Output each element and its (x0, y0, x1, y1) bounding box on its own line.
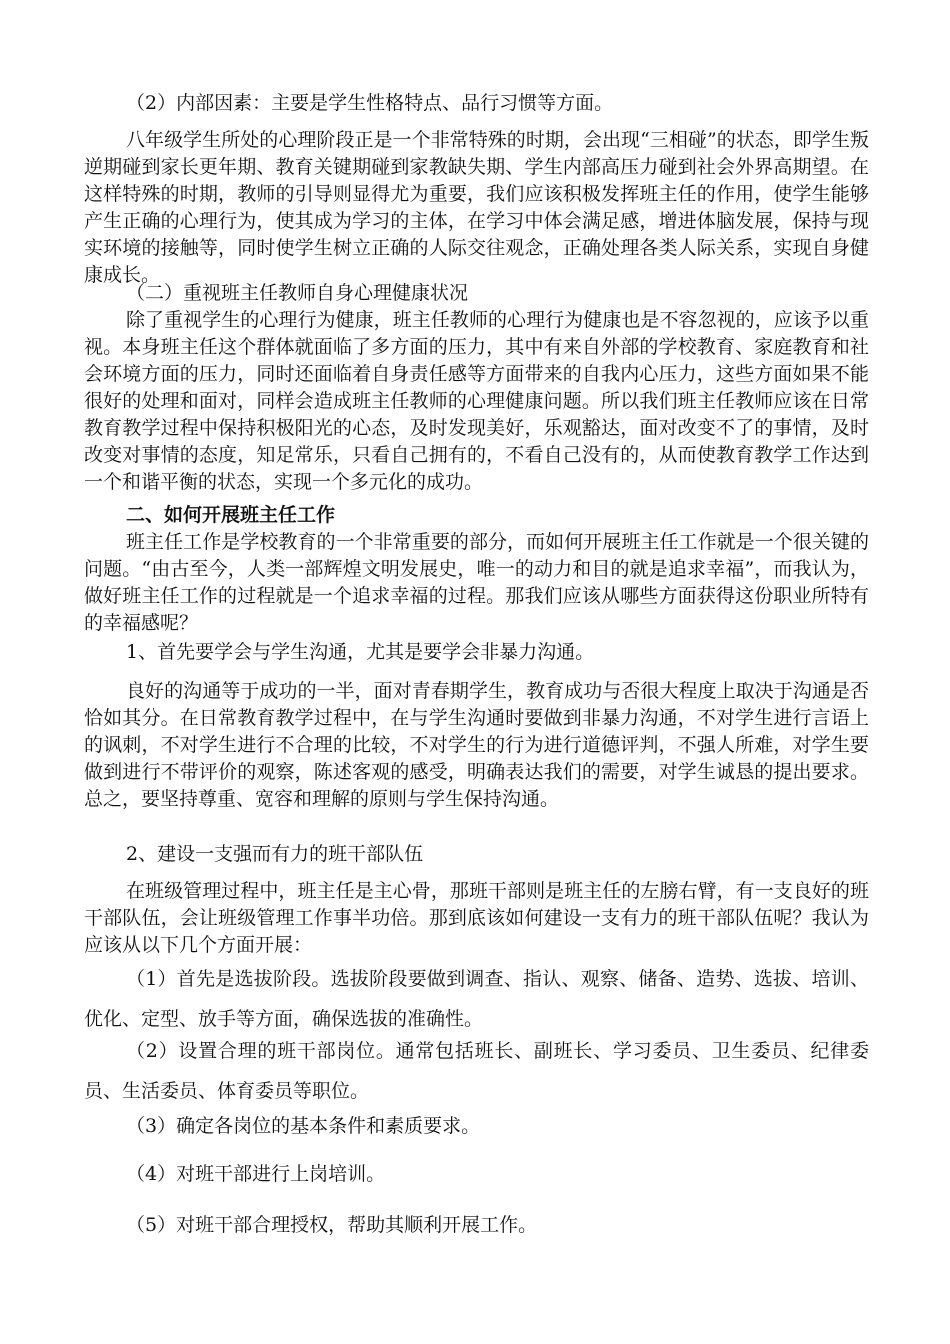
list-item-training: （4）对班干部进行上岗培训。 (126, 1163, 386, 1185)
list-item-selection-stage: （1）首先是选拔阶段。选拔阶段要做到调查、指认、观察、储备、造势、选拔、培训、优化、定型、放手等方面，确保选拔的准确性。 (84, 968, 869, 1030)
paragraph-class-cadres: 在班级管理过程中，班主任是主心骨，那班干部则是班主任的左膀右臂，有一支良好的班干部队伍，会让班级管理工作事半功倍。那到底该如何建设一支有力的班干部队伍呢？我认为应该从以下几个方面开展： (84, 880, 869, 956)
paragraph-grade-eight-psychology: 八年级学生所处的心理阶段正是一个非常特殊的时期，会出现“三相碰”的状态，即学生叛逆期碰到家长更年期、教育关键期碰到家教缺失期、学生内部高压力碰到社会外界高期望。在这样特殊的时期，教师的引导则显得尤为重要，我们应该积极发挥班主任的作用，使学生能够产生正确的心理行为，使其成为学习的主体，在学习中体会满足感，增进体脑发展，保持与现实环境的接触等，同时使学生树立正确的人际交往观念，正确处理各类人际关系，实现自身健康成长。 (84, 129, 869, 286)
paragraph-internal-factors: （2）内部因素：主要是学生性格特点、品行习惯等方面。 (126, 92, 614, 114)
paragraph-teacher-mental-health: 除了重视学生的心理行为健康，班主任教师的心理行为健康也是不容忽视的，应该予以重视。本身班主任这个群体就面临了多方面的压力，其中有来自外部的学校教育、家庭教育和社会环境方面的压力，同时还面临着自身责任感等方面带来的自我内心压力，这些方面如果不能很好的处理和面对，同样会造成班主任教师的心理健康问题。所以我们班主任教师应该在日常教育教学过程中保持积极阳光的心态，及时发现美好，乐观豁达，面对改变不了的事情，及时改变对事情的态度，知足常乐，只看自己拥有的，不看自己没有的，从而使教育教学工作达到一个和谐平衡的状态，实现一个多元化的成功。 (84, 309, 869, 493)
paragraph-communication: 良好的沟通等于成功的一半，面对青春期学生，教育成功与否很大程度上取决于沟通是否恰如其分。在日常教育教学过程中，在与学生沟通时要做到非暴力沟通，不对学生进行言语上的讽刺，不对学生进行不合理的比较，不对学生的行为进行道德评判，不强人所难，对学生要做到进行不带评价的观察，陈述客观的感受，明确表达我们的需要，对学生诚恳的提出要求。总之，要坚持尊重、宽容和理解的原则与学生保持沟通。 (84, 680, 869, 810)
list-item-position-requirements: （3）确定各岗位的基本条件和素质要求。 (126, 1115, 481, 1137)
section-heading-how-to-work: 二、如何开展班主任工作 (126, 504, 336, 526)
paragraph-head-teacher-work: 班主任工作是学校教育的一个非常重要的部分，而如何开展班主任工作就是一个很关键的问题。“由古至今，人类一部辉煌文明发展史，唯一的动力和目的就是追求幸福”，而我认为，做好班主任工作的过程就是一个追求幸福的过程。那我们应该从哪些方面获得这份职业所特有的幸福感呢？ (84, 531, 869, 634)
list-item-authorization: （5）对班干部合理授权，帮助其顺利开展工作。 (126, 1214, 538, 1236)
list-item-cadre-positions: （2）设置合理的班干部岗位。通常包括班长、副班长、学习委员、卫生委员、纪律委员、生活委员、体育委员等职位。 (84, 1040, 869, 1102)
item-heading-class-cadres: 2、建设一支强而有力的班干部队伍 (126, 843, 424, 865)
section-heading-teacher-mental-health: （二）重视班主任教师自身心理健康状况 (126, 282, 469, 304)
item-heading-communication: 1、首先要学会与学生沟通，尤其是要学会非暴力沟通。 (126, 641, 595, 663)
